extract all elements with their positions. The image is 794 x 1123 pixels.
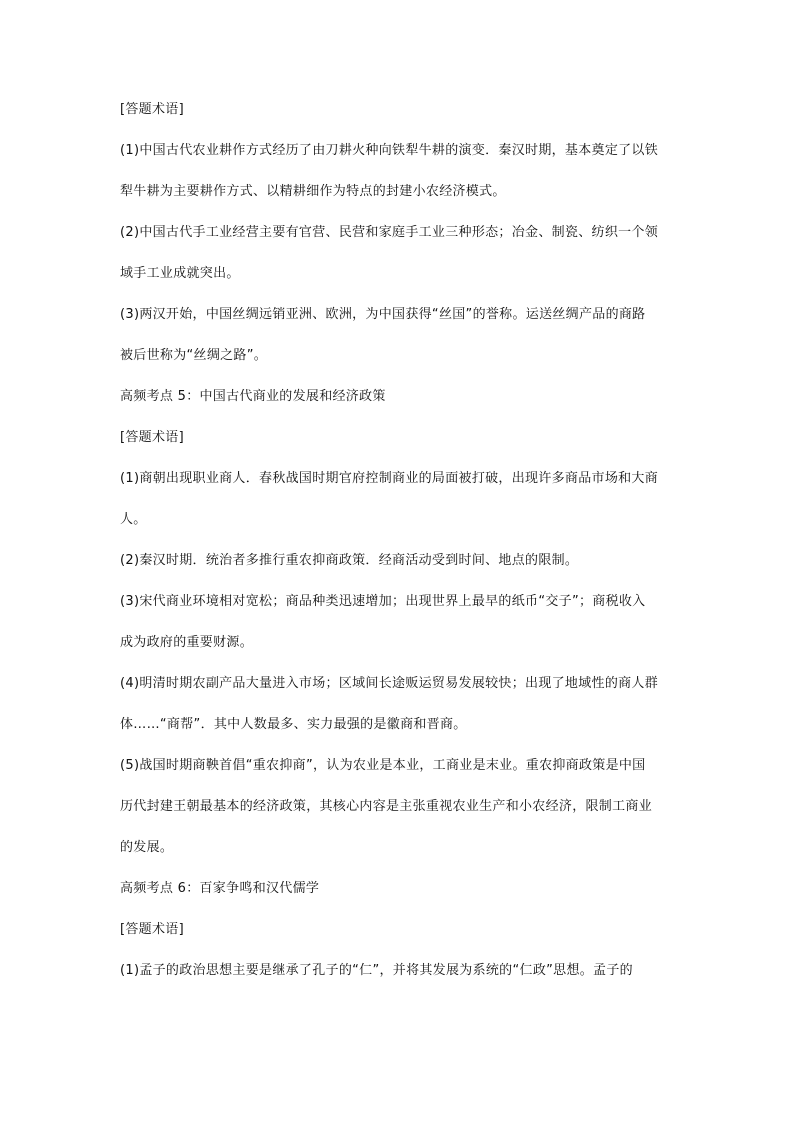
paragraph-line: 历代封建王朝最基本的经济政策，其核心内容是主张重视农业生产和小农经济，限制工商业 bbox=[120, 799, 653, 814]
term-heading: [答题术语] bbox=[120, 102, 184, 117]
paragraph-line: 人。 bbox=[120, 512, 147, 527]
paragraph-line: 犁牛耕为主要耕作方式、以精耕细作为特点的封建小农经济模式。 bbox=[120, 184, 506, 199]
paragraph-line: (3)宋代商业环境相对宽松；商品种类迅速增加；出现世界上最早的纸币“交子”；商税收入 bbox=[120, 594, 646, 609]
paragraph-line: (1)孟子的政治思想主要是继承了孔子的“仁”，并将其发展为系统的“仁政”思想。孟子的 bbox=[120, 963, 633, 978]
paragraph-line: (1)中国古代农业耕作方式经历了由刀耕火种向铁犁牛耕的演变．秦汉时期，基本奠定了以铁 bbox=[120, 143, 659, 158]
paragraph-line: 被后世称为“丝绸之路”。 bbox=[120, 348, 268, 363]
term-heading: [答题术语] bbox=[120, 430, 184, 445]
paragraph-line: 成为政府的重要财源。 bbox=[120, 635, 254, 650]
paragraph-line: 域手工业成就突出。 bbox=[120, 266, 240, 281]
paragraph-line: (1)商朝出现职业商人．春秋战国时期官府控制商业的局面被打破，出现许多商品市场和大商 bbox=[120, 471, 659, 486]
document-body bbox=[120, 101, 676, 1003]
paragraph-line: (2)秦汉时期．统治者多推行重农抑商政策．经商活动受到时间、地点的限制。 bbox=[120, 553, 579, 568]
paragraph-line: (2)中国古代手工业经营主要有官营、民营和家庭手工业三种形态；冶金、制瓷、纺织一个领 bbox=[120, 225, 659, 240]
paragraph-line: (3)两汉开始，中国丝绸远销亚洲、欧洲，为中国获得“丝国”的誉称。运送丝绸产品的商路 bbox=[120, 307, 646, 322]
paragraph-line: (5)战国时期商鞅首倡“重农抑商”，认为农业是本业，工商业是末业。重农抑商政策是中国 bbox=[120, 758, 646, 773]
paragraph-line: 体……“商帮”．其中人数最多、实力最强的是徽商和晋商。 bbox=[120, 717, 467, 732]
paragraph-line: (4)明清时期农副产品大量进入市场；区域间长途贩运贸易发展较快；出现了地域性的商人群 bbox=[120, 676, 659, 691]
section-heading: 高频考点 5：中国古代商业的发展和经济政策 bbox=[120, 389, 386, 404]
paragraph-line: 的发展。 bbox=[120, 840, 174, 855]
term-heading: [答题术语] bbox=[120, 922, 184, 937]
section-heading: 高频考点 6：百家争鸣和汉代儒学 bbox=[120, 881, 320, 896]
